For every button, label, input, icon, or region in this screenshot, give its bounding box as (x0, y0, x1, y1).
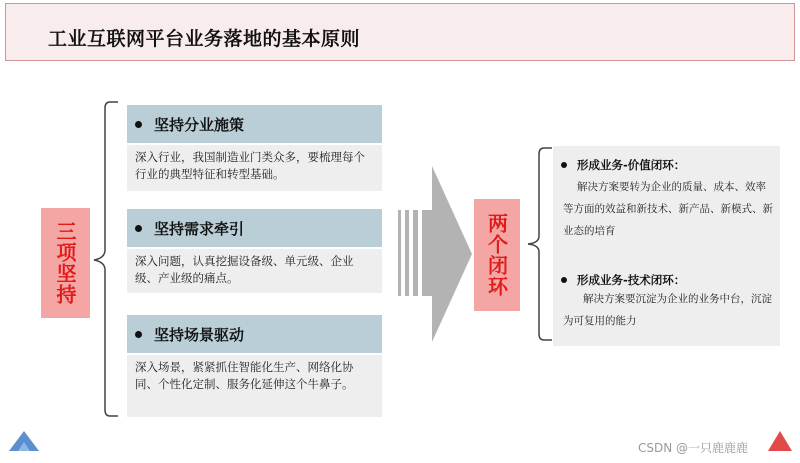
triangle-icon (768, 431, 792, 451)
big-arrow-icon (388, 166, 474, 342)
principle-3-heading: 坚持场景驱动 (154, 325, 245, 344)
left-brace-icon (92, 100, 122, 418)
left-label: 三项坚持 (53, 221, 77, 305)
loop-1-title (561, 157, 685, 173)
principle-3-body: 深入场景，紧紧抓住智能化生产、网络化协同、个性化定制、服务化延伸这个牛鼻子。 (127, 355, 382, 417)
right-label: 两个闭环 (484, 213, 509, 297)
bullet-icon (561, 162, 567, 168)
bullet-icon (135, 121, 142, 128)
principle-1-body: 深入行业，我国制造业门类众多，要梳理每个行业的典型特征和转型基础。 (127, 145, 382, 191)
page-title: 工业互联网平台业务落地的基本原则 (48, 28, 361, 50)
principle-2-body: 深入问题，认真挖掘设备级、单元级、企业级、产业级的痛点。 (127, 249, 382, 293)
principle-2-heading: 坚持需求牵引 (154, 219, 245, 238)
bullet-icon (135, 331, 142, 338)
loop-2-title (561, 272, 685, 288)
principle-2-header (127, 209, 382, 247)
principle-3-header (127, 315, 382, 353)
loop-1-heading: 形成业务-价值闭环： (577, 158, 686, 172)
triangle-icon (9, 431, 39, 451)
bullet-icon (135, 225, 142, 232)
loop-1-body: 解决方案要转为企业的质量、成本、效率等方面的效益和新技术、新产品、新模式、新业态的培育 (563, 181, 773, 237)
right-brace-icon (526, 146, 556, 342)
principle-1-header (127, 105, 382, 143)
loop-2-body: 解决方案要沉淀为企业的业务中台，沉淀为可复用的能力 (563, 293, 772, 327)
bullet-icon (561, 277, 567, 283)
right-label-box (474, 199, 520, 311)
watermark: CSDN @一只鹿鹿鹿 (638, 441, 749, 455)
left-label-box (41, 208, 90, 318)
principle-1-heading: 坚持分业施策 (154, 115, 245, 134)
loop-2-heading: 形成业务-技术闭环： (577, 273, 686, 287)
